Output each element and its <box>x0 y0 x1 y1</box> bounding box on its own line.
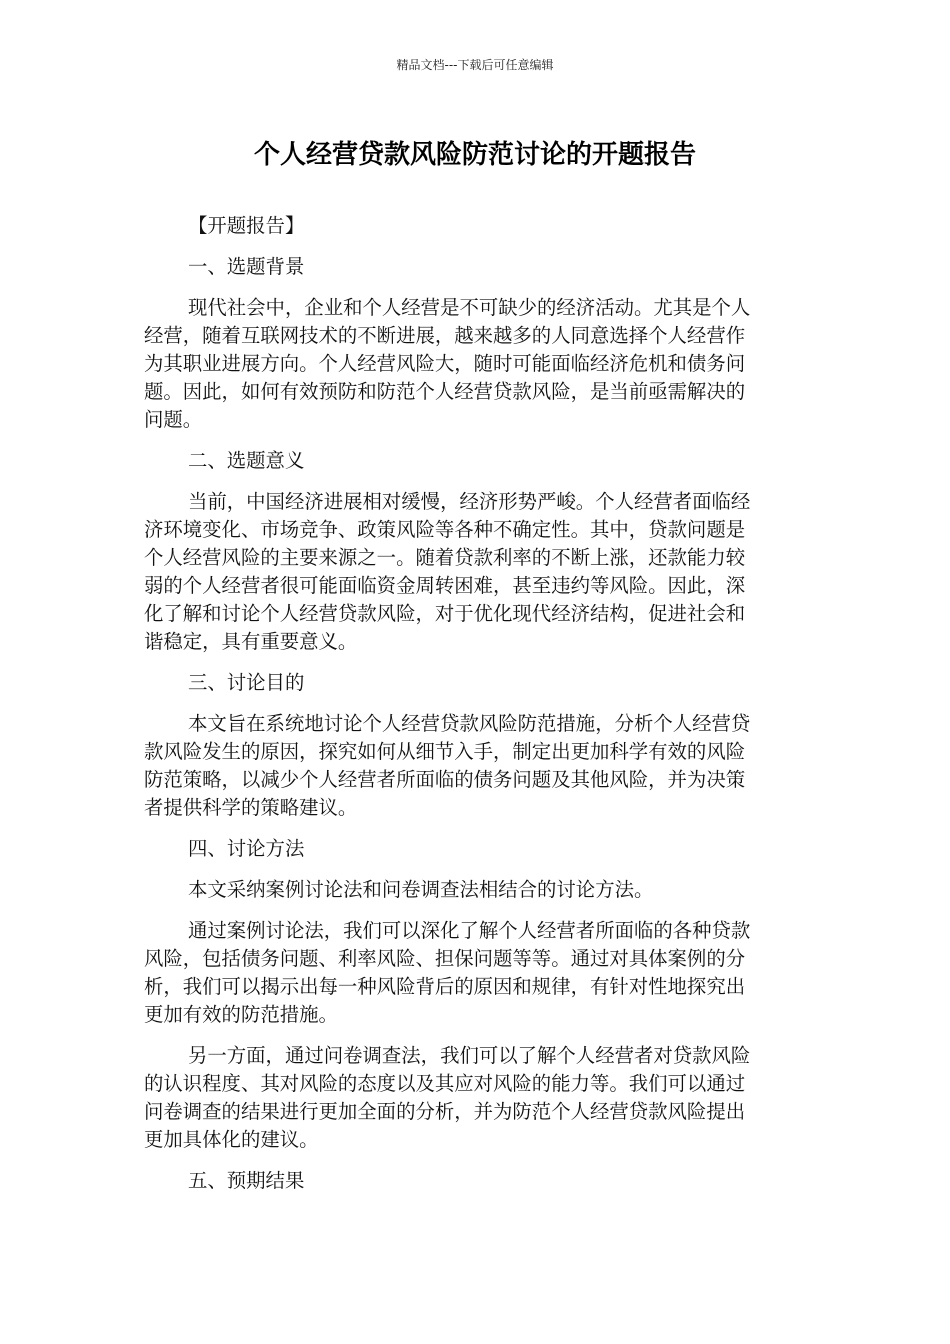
text-line: 一、选题背景 <box>188 255 305 278</box>
text-line: 款风险发生的原因，探究如何从细节入手，制定出更加科学有效的风险 <box>144 740 746 763</box>
text-line: 更加有效的防范措施。 <box>144 1003 338 1026</box>
text-line: 现代社会中，企业和个人经营是不可缺少的经济活动。尤其是个人 <box>188 296 751 319</box>
section-heading <box>144 447 790 475</box>
text-line: 二、选题意义 <box>188 449 305 472</box>
text-line: 通过案例讨论法，我们可以深化了解个人经营者所面临的各种贷款 <box>188 919 751 942</box>
text-line: 为其职业进展方向。个人经营风险大，随时可能面临经济危机和债务问 <box>144 352 746 375</box>
text-line: 化了解和讨论个人经营贷款风险，对于优化现代经济结构，促进社会和 <box>144 602 746 625</box>
text-line: 【开题报告】 <box>188 214 305 237</box>
document-title: 个人经营贷款风险防范讨论的开题报告 <box>253 140 696 170</box>
text-line: 当前，中国经济进展相对缓慢，经济形势严峻。个人经营者面临经 <box>188 490 751 513</box>
text-line: 风险，包括债务问题、利率风险、担保问题等等。通过对具体案例的分 <box>144 947 746 970</box>
text-line: 经营，随着互联网技术的不断进展，越来越多的人同意选择个人经营作 <box>144 324 746 347</box>
text-line: 四、讨论方法 <box>188 837 305 860</box>
paragraph <box>144 917 790 1029</box>
text-line: 问题。 <box>144 408 203 431</box>
section-heading <box>144 253 790 281</box>
text-line: 者提供科学的策略建议。 <box>144 796 358 819</box>
text-line: 三、讨论目的 <box>188 671 305 694</box>
header-note: 精品文档---下载后可任意编辑 <box>396 58 554 72</box>
paragraph <box>144 488 790 656</box>
text-line: 本文旨在系统地讨论个人经营贷款风险防范措施，分析个人经营贷 <box>188 712 751 735</box>
text-line: 谐稳定，具有重要意义。 <box>144 630 358 653</box>
section-heading <box>144 835 790 863</box>
text-line: 另一方面，通过问卷调查法，我们可以了解个人经营者对贷款风险 <box>188 1044 751 1067</box>
report-label <box>144 212 790 240</box>
text-line: 问卷调查的结果进行更加全面的分析，并为防范个人经营贷款风险提出 <box>144 1100 746 1123</box>
paragraph <box>144 294 790 434</box>
paragraph <box>144 710 790 822</box>
paragraph <box>144 1042 790 1154</box>
text-line: 弱的个人经营者很可能面临资金周转困难，甚至违约等风险。因此，深 <box>144 574 746 597</box>
text-line: 个人经营风险的主要来源之一。随着贷款利率的不断上涨，还款能力较 <box>144 546 746 569</box>
text-line: 题。因此，如何有效预防和防范个人经营贷款风险，是当前亟需解决的 <box>144 380 746 403</box>
text-line: 济环境变化、市场竞争、政策风险等各种不确定性。其中，贷款问题是 <box>144 518 746 541</box>
text-line: 防范策略，以减少个人经营者所面临的债务问题及其他风险，并为决策 <box>144 768 746 791</box>
text-line: 析，我们可以揭示出每一种风险背后的原因和规律，有针对性地探究出 <box>144 975 746 998</box>
text-line: 更加具体化的建议。 <box>144 1128 319 1151</box>
document-body <box>144 212 790 1195</box>
text-line: 的认识程度、其对风险的态度以及其应对风险的能力等。我们可以通过 <box>144 1072 746 1095</box>
text-line: 五、预期结果 <box>188 1169 305 1192</box>
section-heading <box>144 669 790 697</box>
text-line: 本文采纳案例讨论法和问卷调查法相结合的讨论方法。 <box>188 878 654 901</box>
paragraph <box>144 876 790 904</box>
section-heading <box>144 1167 790 1195</box>
